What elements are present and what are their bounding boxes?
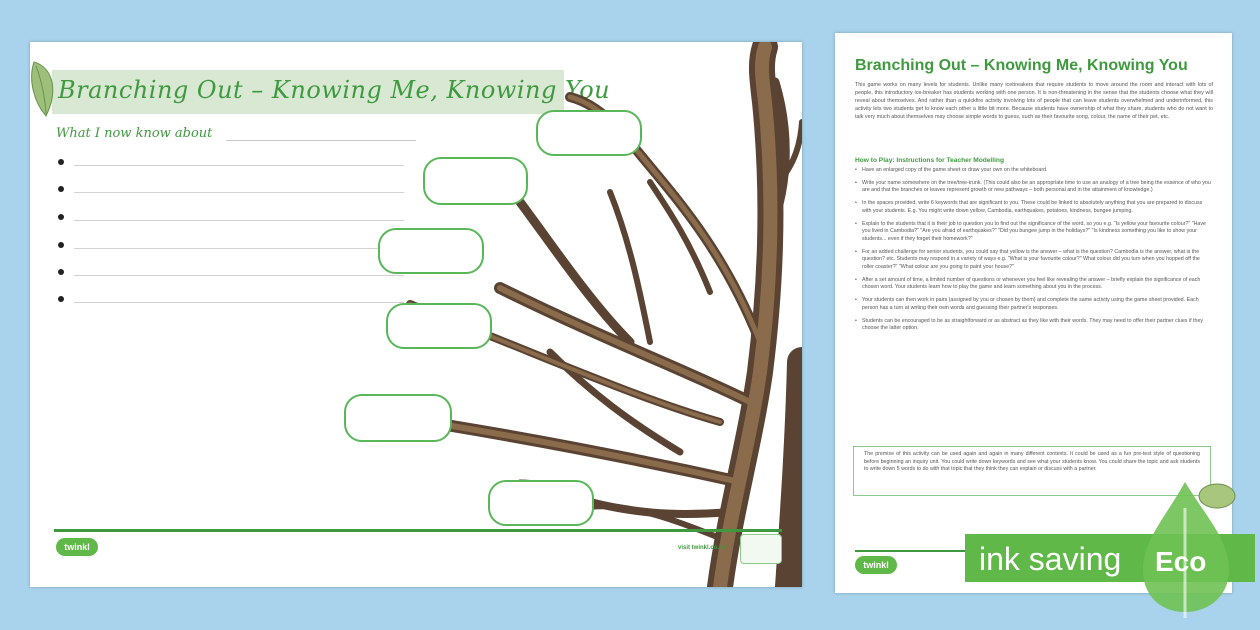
instruction-item: • For an added challenge for senior students, you could say that yellow is the answer – what is the question? Cambodia is the answer, what is the question? etc. Students may respond in a variety of ways e.g. "What is your favourite colour?" What colour did you turn when you hopped off the roller coaster?" "What colour are you going to paint your house?" (855, 249, 1213, 272)
footer-divider (54, 529, 782, 532)
instruction-item: • After a set amount of time, a limited number of questions or whenever you feel like revealing the answer – briefly explain the significance of each chosen word. Your students learn how to play the game and learn something about you in the process. (855, 277, 1213, 292)
word-box[interactable] (344, 394, 452, 442)
eco-label: Eco (1155, 546, 1207, 577)
instruction-title: Branching Out – Knowing Me, Knowing You (855, 57, 1188, 74)
instruction-item: • Students can be encouraged to be as straightforward or as abstract as they like with their words. They may need to offer their partner clues if they choose the latter option. (855, 318, 1213, 333)
instruction-item: • Explain to the students that it is their job to question you to find out the significance of the word, so you e.g. "Is yellow your favourite colour?" "Have you lived in Cambodia?" "Are you afraid of earthquakes?" "Did you bungee jump in the holidays?" "Is kindness something you like to show your students... even if they forget their homework?" (855, 221, 1213, 244)
instruction-item: • Have an enlarged copy of the game sheet or draw your own on the whiteboard. (855, 167, 1213, 175)
note-box: The premise of this activity can be used again and again in many different contexts. It could be used as a fun pre-test style of questioning before beginning an inquiry unit. You could write down keywords and see what your students know. You could share the topic and ask students to write down 5 words to do with that topic that they think they can explain or discuss with a partner. (853, 446, 1211, 496)
game-sheet-preview (30, 42, 802, 587)
word-box[interactable] (536, 110, 642, 156)
word-box[interactable] (488, 480, 594, 526)
twinkl-logo: twinkl (56, 538, 98, 556)
instruction-item: • Your students can then work in pairs (assigned by you or chosen by them) and complete the same activity using the game sheet provided. Each person has a turn at writing their own words and guessing their partner's responses. (855, 297, 1213, 312)
word-box[interactable] (378, 228, 484, 274)
word-box[interactable] (386, 303, 492, 349)
word-box[interactable] (423, 157, 528, 205)
worksheet-title: Branching Out – Knowing Me, Knowing You (58, 76, 611, 104)
instruction-item: • Write your name somewhere on the tree/tree-trunk. (This could also be an appropriate time to use an analogy of a tree being the essence of who you are and that the branches or leaves represent growth or new pathways – both personal and in the attainment of knowledge.) (855, 180, 1213, 195)
ink-saving-label: ink saving (979, 541, 1122, 577)
instruction-list (855, 167, 1213, 338)
know-about-label: What I now know about (56, 126, 213, 141)
intro-paragraph: This game works on many levels for students. Unlike many icebreakers that require students to move around the room and interact with lots of people, this introductory ice-breaker has students working with one person. It is non-threatening in the sense that the students choose what they will reveal about themselves. And rather than a quickfire activity involving lots of people that can leave students overwhelmed and underinformed, this activity lets two students get to know each other a little bit more. Because students have ownership of what they share, students who do not want to talk very much about themselves may choose simple words to guess, such as their favourite song, colour, the name of their pet, etc. (855, 82, 1213, 121)
howto-heading: How to Play: Instructions for Teacher Modelling (855, 157, 1004, 164)
ink-saving-eco-badge (965, 478, 1255, 618)
footer-divider (855, 550, 975, 552)
instruction-item: • In the spaces provided, write 6 keywords that are significant to you. These could be linked to absolutely anything that you are prepared to discuss with your students. E.g. You might write down yellow, Cambodia, earthquakes, potatoes, kindness, bungee jumping. (855, 200, 1213, 215)
twinkl-logo: twinkl (855, 556, 897, 574)
quality-badge-icon (740, 534, 782, 564)
footer-url: visit twinkl.co.nz (678, 545, 726, 551)
